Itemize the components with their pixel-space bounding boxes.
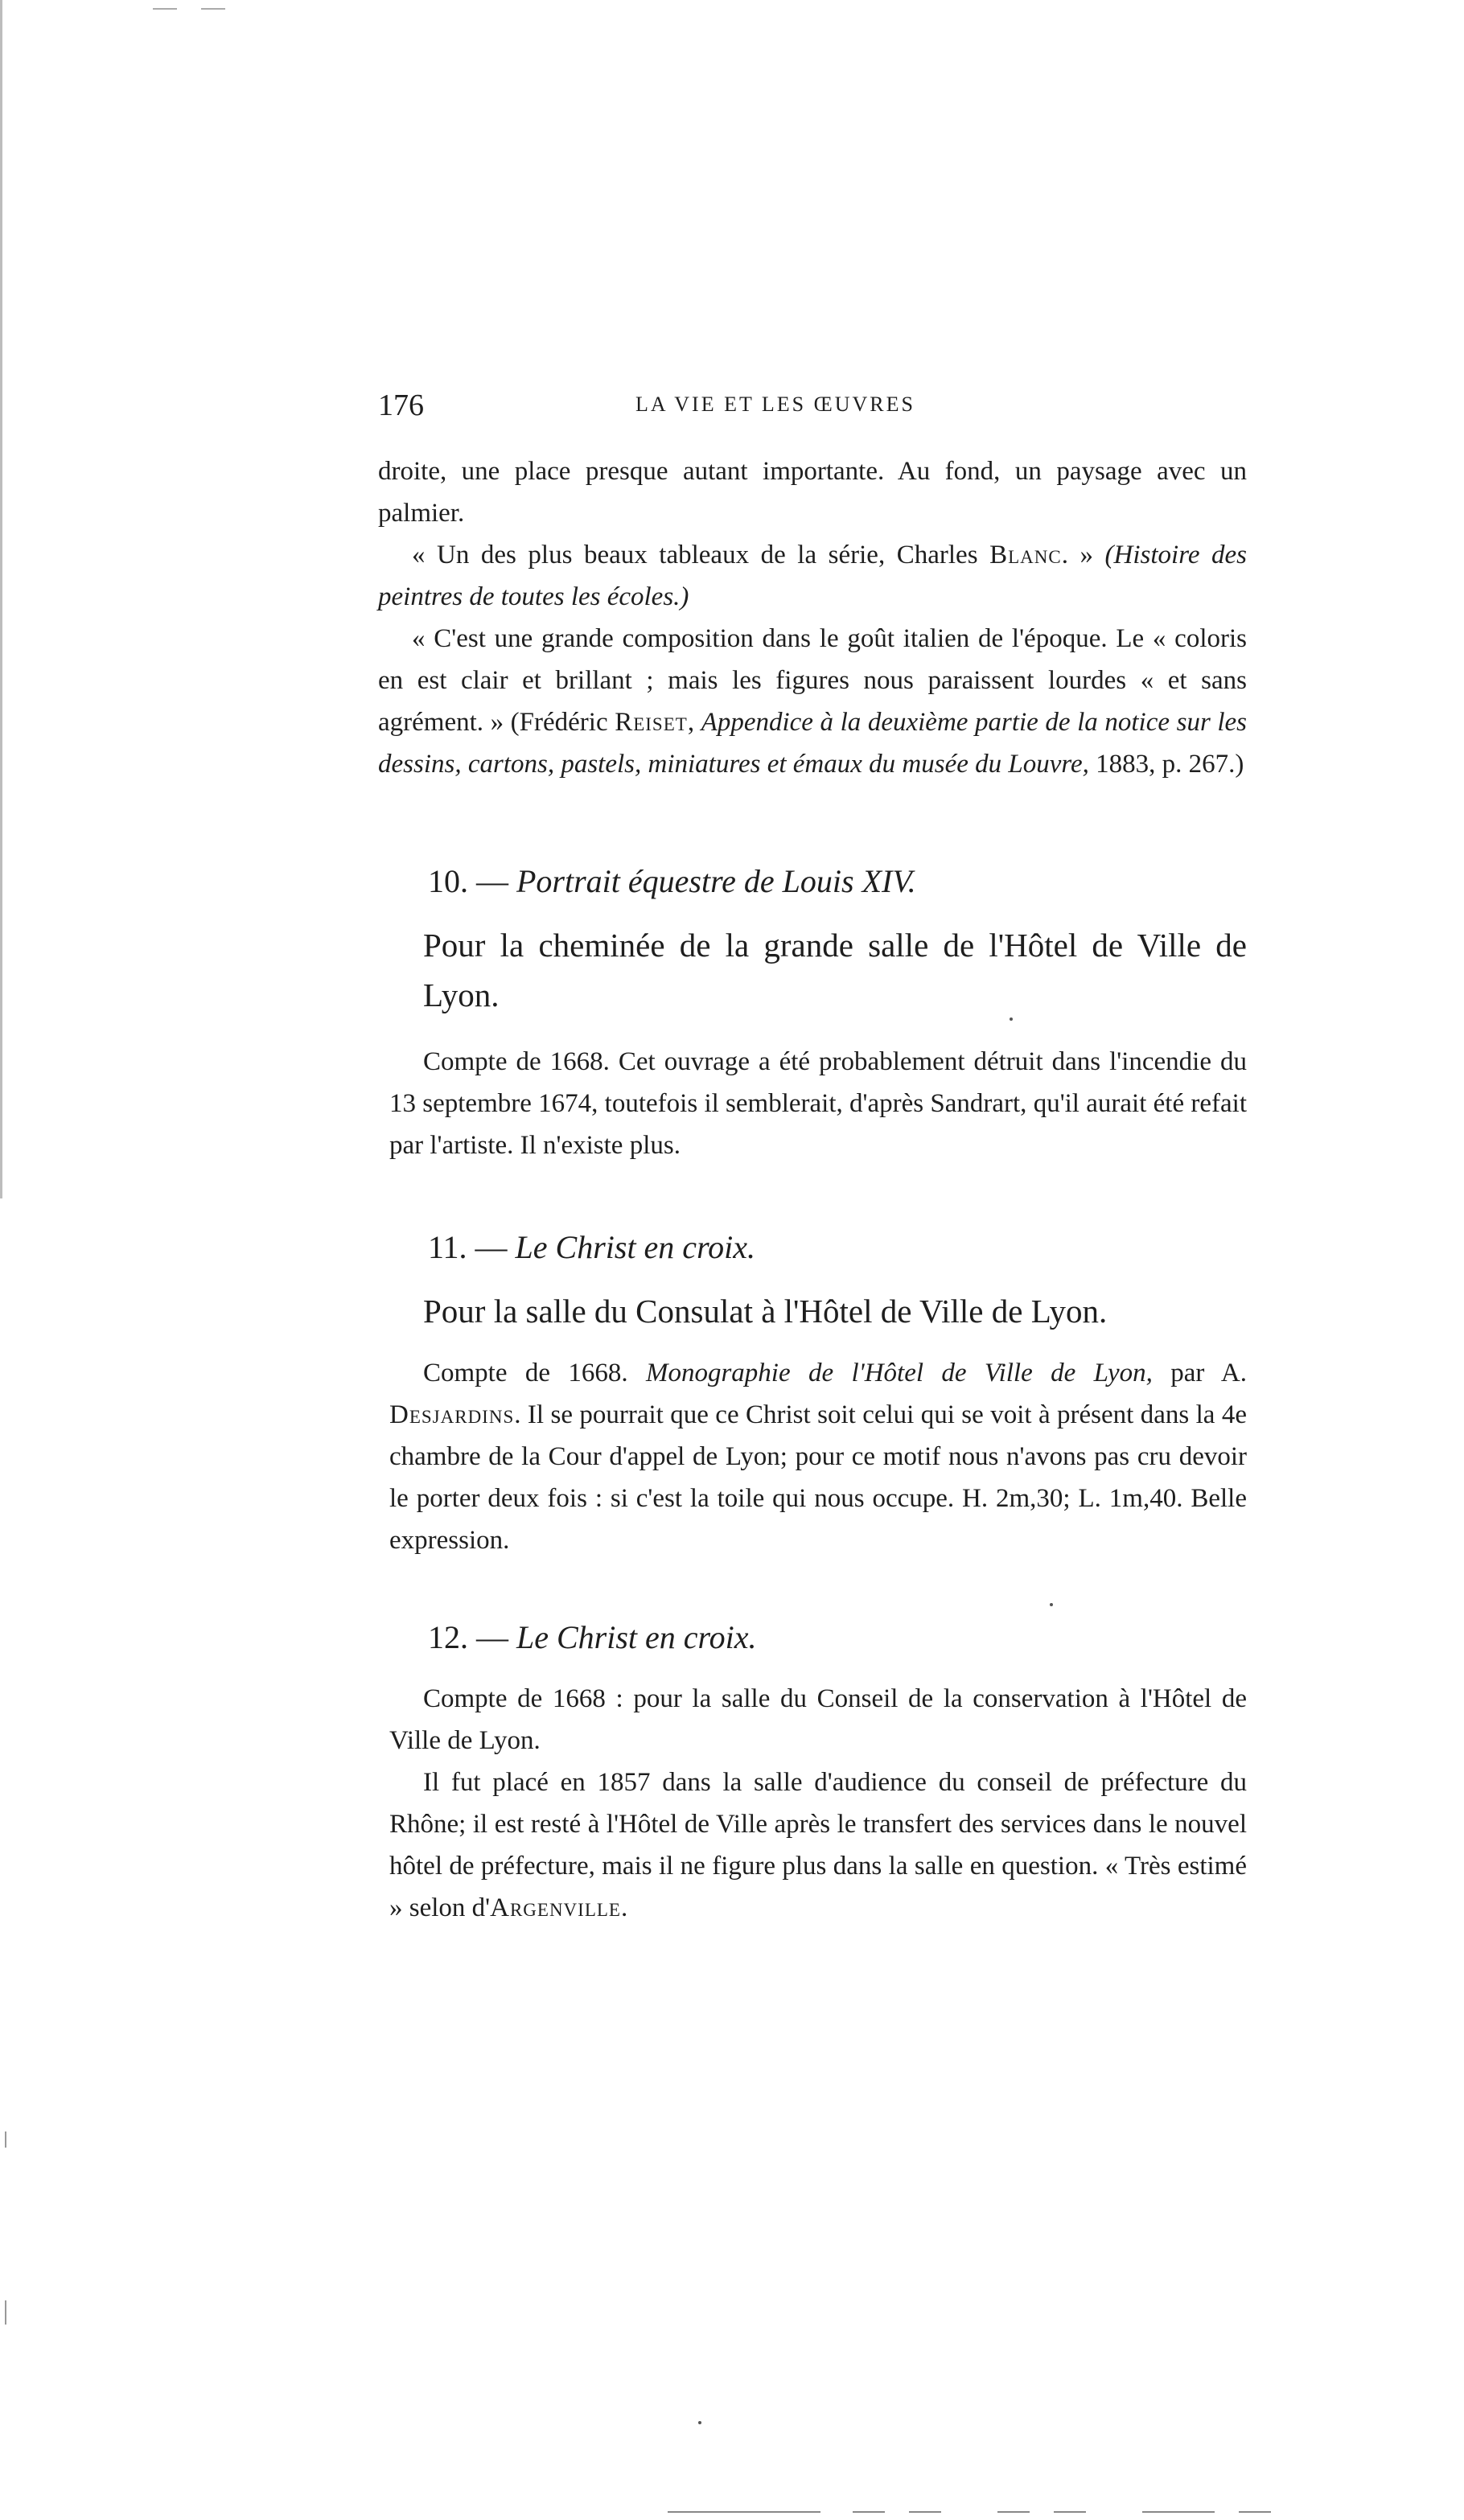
intro-line: droite, une place presque autant importante. Au fond, un paysage avec un palmier.	[378, 457, 1247, 528]
entry-note: Compte de 1668. Cet ouvrage a été probablement détruit dans l'incendie du 13 septembre 1674, toutefois il semblerait, d'après Sandrart, qu'il aurait été refait par l'artiste. Il n'existe plus.	[389, 1047, 1247, 1160]
scan-left-edge	[0, 0, 2, 1198]
entry-destination: Pour la salle du Consulat à l'Hôtel de Ville de Lyon.	[423, 1293, 1108, 1330]
author-name: Reiset	[615, 708, 688, 737]
scan-dash	[1239, 2511, 1271, 2513]
entry-11	[378, 1227, 1247, 1561]
entry-title: Le Christ en croix.	[515, 1229, 756, 1265]
scan-dash	[909, 2511, 941, 2513]
entry-note: Il fut placé en 1857 dans la salle d'audience du conseil de préfecture du Rhône; il est resté à l'Hôtel de Ville après le transfert des services dans le nouvel hôtel de préfecture, mais il ne figure plus dans la salle en question. « Très estimé » selon d'Argenville.	[389, 1768, 1247, 1922]
scan-dash	[153, 8, 177, 10]
entry-heading: 10. — Portrait équestre de Louis XIV.	[428, 863, 916, 899]
entry-note: Compte de 1668 : pour la salle du Conseil de la conservation à l'Hôtel de Ville de Lyon.	[389, 1684, 1247, 1755]
scan-mark	[5, 2132, 6, 2148]
entry-title: Portrait équestre de Louis XIV.	[516, 863, 916, 899]
source-title: Monographie de l'Hôtel de Ville de Lyon,	[645, 1359, 1153, 1387]
source-title: Appendice à la deuxième partie de la notice sur les dessins, cartons, pastels, miniatures et émaux du musée du Louvre,	[378, 708, 1248, 779]
scan-dash	[1054, 2511, 1086, 2513]
scan-speck	[698, 2421, 701, 2424]
author-name: Argenville	[490, 1893, 621, 1922]
entry-destination: Pour la cheminée de la grande salle de l'Hôtel de Ville de Lyon.	[423, 927, 1247, 1013]
entry-heading: 11. — Le Christ en croix.	[428, 1229, 756, 1265]
entry-12	[378, 1617, 1247, 1929]
scan-dash	[1142, 2511, 1215, 2513]
scan-speck	[1050, 1603, 1053, 1606]
entry-note: Compte de 1668. Monographie de l'Hôtel de Ville de Lyon, par A. Desjardins. Il se pourrait que ce Christ soit celui qui se voit à présent dans la 4e chambre de la Cour d'appel de Lyon; pour ce motif nous n'avons pas cru devoir le porter deux fois : si c'est la toile qui nous occupe. H. 2m,30; L. 1m,40. Belle expression.	[389, 1359, 1247, 1555]
author-name: Desjardins	[389, 1400, 515, 1429]
entry-10	[378, 861, 1247, 1166]
source-title: (Histoire des peintres de toutes les écoles.)	[378, 541, 1247, 611]
quote-reiset: « C'est une grande composition dans le goût italien de l'époque. Le « coloris en est clair et brillant ; mais les figures nous paraissent lourdes « et sans agrément. » (Frédéric Reiset, Appendice à la deuxième partie de la notice sur les dessins, cartons, pastels, miniatures et émaux du musée du Louvre, 1883, p. 267.)	[378, 624, 1248, 779]
quote-blanc: « Un des plus beaux tableaux de la série, Charles Blanc. » (Histoire des peintres de toutes les écoles.)	[378, 541, 1247, 611]
intro-block	[378, 450, 1247, 785]
scan-dash	[853, 2511, 885, 2513]
running-title: LA VIE ET LES ŒUVRES	[635, 393, 915, 416]
entry-title: Le Christ en croix.	[516, 1619, 757, 1655]
author-name: Blanc	[989, 541, 1062, 569]
scan-mark	[5, 2300, 6, 2325]
page-number: 176	[378, 388, 424, 422]
scan-dash	[201, 8, 225, 10]
entry-heading: 12. — Le Christ en croix.	[428, 1619, 757, 1655]
scan-dash	[668, 2511, 820, 2513]
scan-dash	[997, 2511, 1030, 2513]
running-head	[378, 388, 1247, 428]
